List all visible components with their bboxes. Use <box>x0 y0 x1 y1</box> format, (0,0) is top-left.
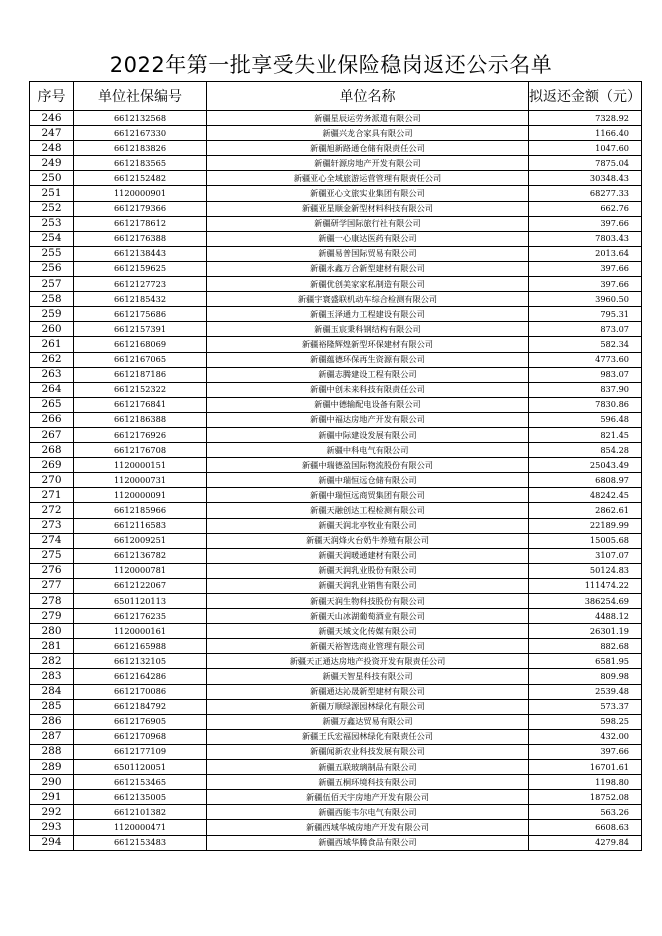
table-row <box>30 624 642 639</box>
cell-seq: 268 <box>30 443 74 458</box>
cell-seq: 294 <box>30 835 74 850</box>
cell-refund-amount: 18752.08 <box>529 790 642 805</box>
cell-refund-amount: 809.98 <box>529 669 642 684</box>
cell-seq: 252 <box>30 201 74 216</box>
cell-refund-amount: 582.34 <box>529 337 642 352</box>
cell-social-security-code: 6612185432 <box>74 292 207 307</box>
table-row <box>30 443 642 458</box>
cell-social-security-code: 6612183826 <box>74 141 207 156</box>
cell-refund-amount: 25043.49 <box>529 458 642 473</box>
cell-seq: 278 <box>30 594 74 609</box>
cell-seq: 264 <box>30 382 74 397</box>
cell-seq: 257 <box>30 277 74 292</box>
cell-company-name: 新疆裕隆辉煌新型环保建材有限公司 <box>207 337 529 352</box>
cell-refund-amount: 6608.63 <box>529 820 642 835</box>
cell-seq: 263 <box>30 367 74 382</box>
cell-company-name: 新疆志腾建设工程有限公司 <box>207 367 529 382</box>
cell-social-security-code: 6612127723 <box>74 277 207 292</box>
cell-seq: 288 <box>30 744 74 759</box>
table-row <box>30 714 642 729</box>
cell-seq: 292 <box>30 805 74 820</box>
table-row <box>30 609 642 624</box>
cell-refund-amount: 397.66 <box>529 277 642 292</box>
column-header-seq: 序号 <box>30 82 74 111</box>
cell-company-name: 新疆伍佰天宇房地产开发有限公司 <box>207 790 529 805</box>
table-row <box>30 307 642 322</box>
cell-company-name: 新疆天智星科技有限公司 <box>207 669 529 684</box>
cell-company-name: 新疆天润生物科技股份有限公司 <box>207 594 529 609</box>
cell-refund-amount: 873.07 <box>529 322 642 337</box>
cell-refund-amount: 662.76 <box>529 201 642 216</box>
cell-company-name: 新疆中瑞恒远仓储有限公司 <box>207 473 529 488</box>
cell-refund-amount: 68277.33 <box>529 186 642 201</box>
cell-refund-amount: 26301.19 <box>529 624 642 639</box>
cell-seq: 251 <box>30 186 74 201</box>
table-row <box>30 382 642 397</box>
table-row <box>30 171 642 186</box>
cell-social-security-code: 6612132568 <box>74 111 207 126</box>
cell-company-name: 新疆通达沁晟新型建材有限公司 <box>207 684 529 699</box>
cell-refund-amount: 1047.60 <box>529 141 642 156</box>
cell-seq: 291 <box>30 790 74 805</box>
cell-social-security-code: 6612167065 <box>74 352 207 367</box>
cell-refund-amount: 598.25 <box>529 714 642 729</box>
cell-seq: 260 <box>30 322 74 337</box>
cell-seq: 267 <box>30 427 74 442</box>
cell-social-security-code: 1120000151 <box>74 458 207 473</box>
cell-company-name: 新疆玉泽通力工程建设有限公司 <box>207 307 529 322</box>
table-row <box>30 322 642 337</box>
cell-seq: 282 <box>30 654 74 669</box>
table-row <box>30 488 642 503</box>
table-row <box>30 820 642 835</box>
table-row <box>30 231 642 246</box>
cell-refund-amount: 596.48 <box>529 412 642 427</box>
cell-refund-amount: 1166.40 <box>529 126 642 141</box>
table-row <box>30 261 642 276</box>
cell-social-security-code: 6612186388 <box>74 412 207 427</box>
table-row <box>30 352 642 367</box>
cell-company-name: 新疆优创美家家私制造有限公司 <box>207 277 529 292</box>
cell-seq: 269 <box>30 458 74 473</box>
cell-company-name: 新疆宇寰盛联机动车综合检测有限公司 <box>207 292 529 307</box>
cell-social-security-code: 6612122067 <box>74 578 207 593</box>
table-row <box>30 141 642 156</box>
cell-social-security-code: 6612178612 <box>74 216 207 231</box>
cell-company-name: 新疆蕴德环保再生资源有限公司 <box>207 352 529 367</box>
table-row <box>30 292 642 307</box>
cell-company-name: 新疆天域文化传媒有限公司 <box>207 624 529 639</box>
table-row <box>30 805 642 820</box>
cell-company-name: 新疆天润乳业股份有限公司 <box>207 563 529 578</box>
cell-company-name: 新疆闻新农业科技发展有限公司 <box>207 744 529 759</box>
cell-refund-amount: 821.45 <box>529 427 642 442</box>
cell-social-security-code: 6612176708 <box>74 443 207 458</box>
cell-seq: 248 <box>30 141 74 156</box>
cell-social-security-code: 6612176905 <box>74 714 207 729</box>
cell-social-security-code: 1120000161 <box>74 624 207 639</box>
cell-seq: 275 <box>30 548 74 563</box>
cell-social-security-code: 6612175686 <box>74 307 207 322</box>
cell-social-security-code: 6612168069 <box>74 337 207 352</box>
cell-seq: 258 <box>30 292 74 307</box>
cell-company-name: 新疆易普国际贸易有限公司 <box>207 246 529 261</box>
cell-company-name: 新疆天正通达房地产投资开发有限责任公司 <box>207 654 529 669</box>
cell-seq: 284 <box>30 684 74 699</box>
table-row <box>30 111 642 126</box>
cell-company-name: 新疆天融创达工程检测有限公司 <box>207 503 529 518</box>
table-row <box>30 654 642 669</box>
table-row <box>30 533 642 548</box>
cell-company-name: 新疆一心康达医药有限公司 <box>207 231 529 246</box>
cell-company-name: 新疆中际建设发展有限公司 <box>207 427 529 442</box>
cell-social-security-code: 6612153483 <box>74 835 207 850</box>
cell-refund-amount: 48242.45 <box>529 488 642 503</box>
table-row <box>30 518 642 533</box>
column-header-code: 单位社保编号 <box>74 82 207 111</box>
cell-company-name: 新疆万顺绿源园林绿化有限公司 <box>207 699 529 714</box>
cell-seq: 273 <box>30 518 74 533</box>
cell-company-name: 新疆中瑞德盈国际物流股份有限公司 <box>207 458 529 473</box>
table-row <box>30 760 642 775</box>
table-row <box>30 397 642 412</box>
cell-refund-amount: 2862.61 <box>529 503 642 518</box>
cell-company-name: 新疆旭新路通仓储有限责任公司 <box>207 141 529 156</box>
cell-social-security-code: 6612167330 <box>74 126 207 141</box>
cell-seq: 270 <box>30 473 74 488</box>
cell-refund-amount: 854.28 <box>529 443 642 458</box>
table-row <box>30 775 642 790</box>
table-row <box>30 729 642 744</box>
table-body <box>30 111 642 851</box>
cell-refund-amount: 882.68 <box>529 639 642 654</box>
cell-social-security-code: 1120000731 <box>74 473 207 488</box>
cell-company-name: 新疆天山冰湖葡萄酒业有限公司 <box>207 609 529 624</box>
cell-seq: 253 <box>30 216 74 231</box>
cell-refund-amount: 7830.86 <box>529 397 642 412</box>
column-header-name: 单位名称 <box>207 82 529 111</box>
cell-refund-amount: 4488.12 <box>529 609 642 624</box>
cell-seq: 285 <box>30 699 74 714</box>
table-row <box>30 639 642 654</box>
cell-company-name: 新疆西域华腾食品有限公司 <box>207 835 529 850</box>
cell-company-name: 新疆永鑫万合新型建材有限公司 <box>207 261 529 276</box>
table-row <box>30 337 642 352</box>
cell-refund-amount: 1198.80 <box>529 775 642 790</box>
table-row <box>30 216 642 231</box>
table-row <box>30 412 642 427</box>
page-title: 2022年第一批享受失业保险稳岗返还公示名单 <box>109 53 553 77</box>
table-row <box>30 503 642 518</box>
cell-refund-amount: 22189.99 <box>529 518 642 533</box>
cell-refund-amount: 563.26 <box>529 805 642 820</box>
cell-refund-amount: 386254.69 <box>529 594 642 609</box>
cell-seq: 276 <box>30 563 74 578</box>
cell-social-security-code: 1120000091 <box>74 488 207 503</box>
cell-company-name: 新疆研学国际旅行社有限公司 <box>207 216 529 231</box>
cell-social-security-code: 6612136782 <box>74 548 207 563</box>
column-header-amount: 拟返还金额（元） <box>529 82 642 111</box>
cell-social-security-code: 6612164286 <box>74 669 207 684</box>
cell-company-name: 新疆中创未来科技有限责任公司 <box>207 382 529 397</box>
cell-refund-amount: 983.07 <box>529 367 642 382</box>
cell-social-security-code: 6612152482 <box>74 171 207 186</box>
cell-social-security-code: 6501120051 <box>74 760 207 775</box>
cell-social-security-code: 6612135005 <box>74 790 207 805</box>
cell-company-name: 新疆天润暖通建材有限公司 <box>207 548 529 563</box>
cell-company-name: 新疆西域华城房地产开发有限公司 <box>207 820 529 835</box>
cell-social-security-code: 6612157391 <box>74 322 207 337</box>
cell-seq: 256 <box>30 261 74 276</box>
table-row <box>30 835 642 850</box>
cell-social-security-code: 6612187186 <box>74 367 207 382</box>
cell-refund-amount: 7875.04 <box>529 156 642 171</box>
cell-company-name: 新疆天润乳业销售有限公司 <box>207 578 529 593</box>
table-row <box>30 367 642 382</box>
table-row <box>30 427 642 442</box>
cell-refund-amount: 50124.83 <box>529 563 642 578</box>
cell-seq: 287 <box>30 729 74 744</box>
cell-company-name: 新疆兴龙合家具有限公司 <box>207 126 529 141</box>
table-row <box>30 684 642 699</box>
cell-seq: 247 <box>30 126 74 141</box>
cell-refund-amount: 7803.43 <box>529 231 642 246</box>
cell-refund-amount: 573.37 <box>529 699 642 714</box>
table-row <box>30 594 642 609</box>
cell-company-name: 新疆五联玻璃制品有限公司 <box>207 760 529 775</box>
cell-seq: 293 <box>30 820 74 835</box>
table-row <box>30 578 642 593</box>
cell-company-name: 新疆天润北亭牧业有限公司 <box>207 518 529 533</box>
cell-company-name: 新疆亚心全域旅游运营管理有限责任公司 <box>207 171 529 186</box>
cell-refund-amount: 7328.92 <box>529 111 642 126</box>
cell-company-name: 新疆中德输配电设备有限公司 <box>207 397 529 412</box>
cell-social-security-code: 6612132105 <box>74 654 207 669</box>
cell-social-security-code: 6612152322 <box>74 382 207 397</box>
cell-seq: 261 <box>30 337 74 352</box>
cell-company-name: 新疆中瑞恒远商贸集团有限公司 <box>207 488 529 503</box>
cell-refund-amount: 6808.97 <box>529 473 642 488</box>
cell-refund-amount: 16701.61 <box>529 760 642 775</box>
cell-seq: 280 <box>30 624 74 639</box>
cell-seq: 246 <box>30 111 74 126</box>
cell-seq: 266 <box>30 412 74 427</box>
table-row <box>30 458 642 473</box>
cell-seq: 286 <box>30 714 74 729</box>
cell-company-name: 新疆西能韦尔电气有限公司 <box>207 805 529 820</box>
cell-refund-amount: 15005.68 <box>529 533 642 548</box>
cell-social-security-code: 6612159625 <box>74 261 207 276</box>
cell-social-security-code: 1120000901 <box>74 186 207 201</box>
cell-seq: 262 <box>30 352 74 367</box>
table-row <box>30 246 642 261</box>
cell-social-security-code: 6612153465 <box>74 775 207 790</box>
cell-refund-amount: 6581.95 <box>529 654 642 669</box>
table-header <box>30 82 642 111</box>
cell-seq: 290 <box>30 775 74 790</box>
refund-table <box>29 81 642 851</box>
cell-social-security-code: 6612101382 <box>74 805 207 820</box>
cell-company-name: 新疆天润烽火台奶牛养殖有限公司 <box>207 533 529 548</box>
cell-refund-amount: 3107.07 <box>529 548 642 563</box>
cell-seq: 255 <box>30 246 74 261</box>
cell-refund-amount: 397.66 <box>529 261 642 276</box>
cell-social-security-code: 1120000781 <box>74 563 207 578</box>
cell-company-name: 新疆王氏宏福园林绿化有限责任公司 <box>207 729 529 744</box>
cell-refund-amount: 4279.84 <box>529 835 642 850</box>
cell-company-name: 新疆轩源房地产开发有限公司 <box>207 156 529 171</box>
cell-social-security-code: 6612009251 <box>74 533 207 548</box>
cell-refund-amount: 111474.22 <box>529 578 642 593</box>
cell-company-name: 新疆万鑫达贸易有限公司 <box>207 714 529 729</box>
cell-refund-amount: 3960.50 <box>529 292 642 307</box>
cell-refund-amount: 397.66 <box>529 744 642 759</box>
table-row <box>30 277 642 292</box>
cell-seq: 271 <box>30 488 74 503</box>
cell-social-security-code: 6612184792 <box>74 699 207 714</box>
cell-seq: 289 <box>30 760 74 775</box>
cell-seq: 283 <box>30 669 74 684</box>
cell-social-security-code: 1120000471 <box>74 820 207 835</box>
cell-seq: 277 <box>30 578 74 593</box>
cell-seq: 279 <box>30 609 74 624</box>
cell-refund-amount: 2539.48 <box>529 684 642 699</box>
table-row <box>30 548 642 563</box>
table-row <box>30 156 642 171</box>
table-row <box>30 790 642 805</box>
cell-social-security-code: 6612138443 <box>74 246 207 261</box>
cell-social-security-code: 6612165988 <box>74 639 207 654</box>
cell-social-security-code: 6501120113 <box>74 594 207 609</box>
cell-social-security-code: 6612116583 <box>74 518 207 533</box>
table-row <box>30 563 642 578</box>
cell-seq: 274 <box>30 533 74 548</box>
cell-refund-amount: 837.90 <box>529 382 642 397</box>
cell-refund-amount: 30348.43 <box>529 171 642 186</box>
cell-seq: 281 <box>30 639 74 654</box>
header-row <box>30 82 642 111</box>
cell-social-security-code: 6612177109 <box>74 744 207 759</box>
cell-company-name: 新疆中科电气有限公司 <box>207 443 529 458</box>
cell-seq: 259 <box>30 307 74 322</box>
cell-social-security-code: 6612176841 <box>74 397 207 412</box>
table-row <box>30 201 642 216</box>
cell-social-security-code: 6612185966 <box>74 503 207 518</box>
cell-seq: 254 <box>30 231 74 246</box>
cell-social-security-code: 6612170968 <box>74 729 207 744</box>
cell-seq: 265 <box>30 397 74 412</box>
cell-seq: 250 <box>30 171 74 186</box>
cell-company-name: 新疆亚心文旅实业集团有限公司 <box>207 186 529 201</box>
cell-refund-amount: 4773.60 <box>529 352 642 367</box>
cell-seq: 249 <box>30 156 74 171</box>
cell-company-name: 新疆亚星顺金新型材料科技有限公司 <box>207 201 529 216</box>
table-row <box>30 744 642 759</box>
cell-refund-amount: 2013.64 <box>529 246 642 261</box>
cell-social-security-code: 6612176388 <box>74 231 207 246</box>
cell-social-security-code: 6612176235 <box>74 609 207 624</box>
cell-social-security-code: 6612183565 <box>74 156 207 171</box>
cell-refund-amount: 795.31 <box>529 307 642 322</box>
table-row <box>30 186 642 201</box>
cell-refund-amount: 432.00 <box>529 729 642 744</box>
cell-company-name: 新疆五桐环境科技有限公司 <box>207 775 529 790</box>
table-row <box>30 126 642 141</box>
cell-company-name: 新疆玉宸秉科钢结构有限公司 <box>207 322 529 337</box>
cell-social-security-code: 6612170086 <box>74 684 207 699</box>
table-row <box>30 473 642 488</box>
cell-social-security-code: 6612179366 <box>74 201 207 216</box>
table-row <box>30 699 642 714</box>
cell-company-name: 新疆星辰运劳务派遣有限公司 <box>207 111 529 126</box>
cell-seq: 272 <box>30 503 74 518</box>
table-row <box>30 669 642 684</box>
cell-refund-amount: 397.66 <box>529 216 642 231</box>
cell-company-name: 新疆中福达房地产开发有限公司 <box>207 412 529 427</box>
cell-social-security-code: 6612176926 <box>74 427 207 442</box>
cell-company-name: 新疆天裕智选商业管理有限公司 <box>207 639 529 654</box>
